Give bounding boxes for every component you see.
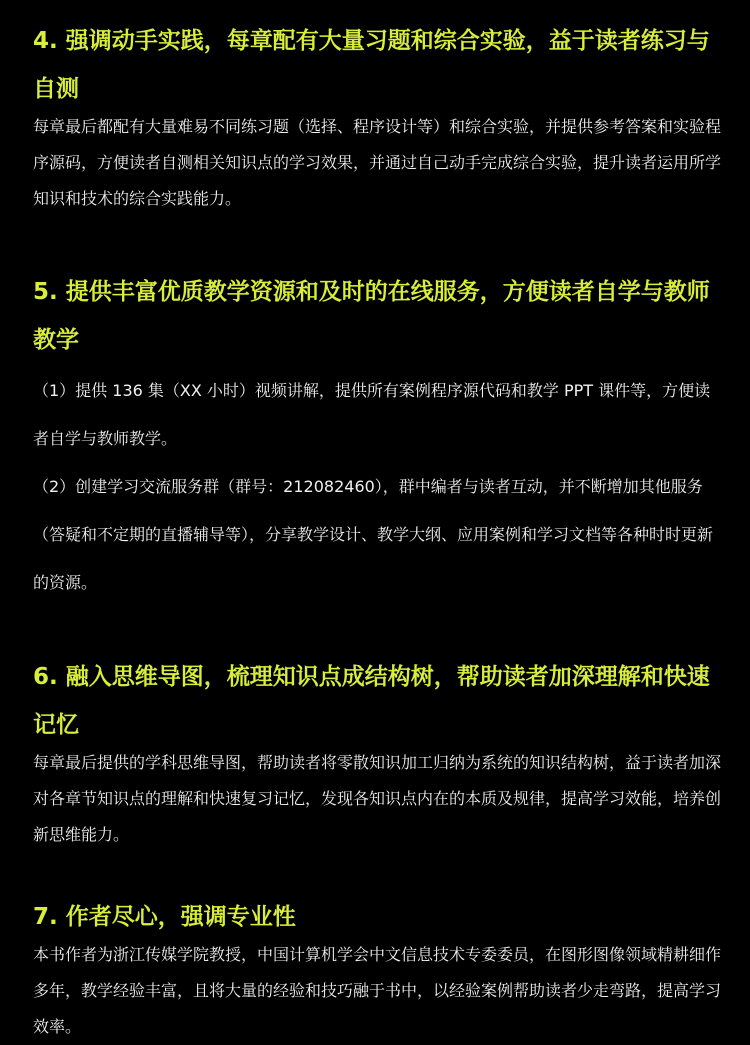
section-6-paragraph: 每章最后提供的学科思维导图，帮助读者将零散知识加工归纳为系统的知识结构树，益于读者加深对各章节知识点的理解和快速复习记忆，发现各知识点内在的本质及规律，提高学习效能，培养创新思维能力。 (33, 753, 722, 844)
section-4-heading: 4. 强调动手实践，每章配有大量习题和综合实验，益于读者练习与自测 (33, 28, 710, 102)
section-4-paragraph: 每章最后都配有大量难易不同练习题（选择、程序设计等）和综合实验，并提供参考答案和实验程序源码，方便读者自测相关知识点的学习效果，并通过自己动手完成综合实验，提升读者运用所学知识和技术的综合实践能力。 (33, 117, 722, 208)
section-5-paragraph-1: （1）提供 136 集（XX 小时）视频讲解，提供所有案例程序源代码和教学 PPT 课件等，方便读者自学与教师教学。 (33, 381, 711, 448)
section-7-heading: 7. 作者尽心，强调专业性 (33, 904, 296, 930)
section-5-paragraph-2: （2）创建学习交流服务群（群号：212082460），群中编者与读者互动，并不断增加其他服务（答疑和不定期的直播辅导等），分享教学设计、教学大纲、应用案例和学习文档等各种时时更新的资源。 (33, 477, 714, 592)
section-7-paragraph: 本书作者为浙江传媒学院教授，中国计算机学会中文信息技术专委委员，在图形图像领域精耕细作多年，教学经验丰富，且将大量的经验和技巧融于书中，以经验案例帮助读者少走弯路，提高学习效率。 (33, 945, 722, 1036)
section-6-heading: 6. 融入思维导图，梳理知识点成结构树，帮助读者加深理解和快速记忆 (33, 664, 710, 738)
section-5-heading: 5. 提供丰富优质教学资源和及时的在线服务，方便读者自学与教师教学 (33, 279, 710, 353)
